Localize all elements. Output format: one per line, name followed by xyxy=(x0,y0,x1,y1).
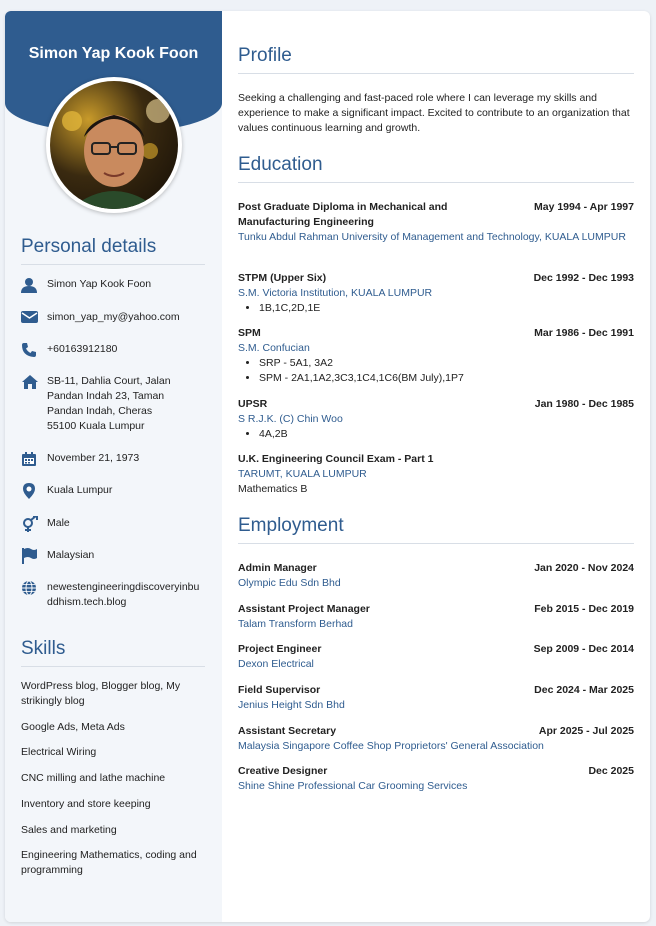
address-line: Pandan Indah, Cheras xyxy=(47,405,153,417)
candidate-name: Simon Yap Kook Foon xyxy=(28,45,199,62)
envelope-icon xyxy=(21,310,39,326)
entry-institution: S.M. Victoria Institution, KUALA LUMPUR xyxy=(238,287,433,299)
education-entry xyxy=(238,200,634,245)
personal-phone[interactable]: +60163912180 xyxy=(47,343,118,355)
entry-company: Jenius Height Sdn Bhd xyxy=(238,699,345,711)
education-entry xyxy=(238,271,634,316)
list-item: • SPM - 2A1,1A2,3C3,1C4,1C6(BM July),1P7 xyxy=(259,371,634,386)
entry-date: Dec 2024 - Mar 2025 xyxy=(534,684,634,696)
address-line: SB-11, Dahlia Court, Jalan xyxy=(47,375,171,387)
entry-date: Apr 2025 - Jul 2025 xyxy=(538,725,634,737)
employment-heading: Employment xyxy=(238,515,634,544)
personal-details-heading: Personal details xyxy=(21,236,205,265)
employment-entry xyxy=(238,561,634,591)
entry-note: Mathematics B xyxy=(238,483,308,495)
gender-icon xyxy=(21,516,39,532)
entry-institution: S.M. Confucian xyxy=(238,342,310,354)
personal-place: Kuala Lumpur xyxy=(47,484,113,496)
avatar xyxy=(46,77,182,213)
entry-institution: S R.J.K. (C) Chin Woo xyxy=(238,413,343,425)
personal-nationality: Malaysian xyxy=(47,549,95,561)
personal-address xyxy=(47,374,212,434)
list-item: • SRP - 5A1, 3A2 xyxy=(259,356,634,371)
skill-item: Google Ads, Meta Ads xyxy=(21,721,125,733)
profile-photo xyxy=(50,81,178,209)
home-icon xyxy=(21,374,39,390)
entry-title: UPSR xyxy=(238,398,268,410)
globe-icon xyxy=(21,580,39,596)
education-entry xyxy=(238,326,634,386)
employment-entry xyxy=(238,642,634,672)
list-item: • 1B,1C,2D,1E xyxy=(259,301,634,316)
entry-date: Dec 2025 xyxy=(588,765,634,777)
entry-institution: Tunku Abdul Rahman University of Management and Technology, KUALA LUMPUR xyxy=(238,231,626,243)
address-line: 55100 Kuala Lumpur xyxy=(47,420,145,432)
entry-title: Field Supervisor xyxy=(238,684,321,696)
personal-website[interactable] xyxy=(47,580,212,610)
entry-list xyxy=(238,427,634,442)
address-line: Pandan Indah 23, Taman xyxy=(47,390,165,402)
entry-date: Jan 1980 - Dec 1985 xyxy=(534,398,634,410)
entry-company: Dexon Electrical xyxy=(238,658,314,670)
entry-date: Jan 2020 - Nov 2024 xyxy=(534,562,634,574)
skill-item: Electrical Wiring xyxy=(21,746,97,758)
entry-date: Sep 2009 - Dec 2014 xyxy=(533,643,634,655)
entry-company: Malaysia Singapore Coffee Shop Proprietors' General Association xyxy=(238,740,544,752)
skill-item: WordPress blog, Blogger blog, My strikingly blog xyxy=(21,680,181,707)
entry-title: Assistant Secretary xyxy=(238,725,337,737)
skill-item: Inventory and store keeping xyxy=(21,798,151,810)
user-icon xyxy=(21,277,39,293)
education-entry xyxy=(238,397,634,442)
entry-date: Dec 1992 - Dec 1993 xyxy=(533,272,634,284)
list-item: • 4A,2B xyxy=(259,427,634,442)
flag-icon xyxy=(21,548,39,564)
entry-title: U.K. Engineering Council Exam - Part 1 xyxy=(238,453,434,465)
employment-entry xyxy=(238,602,634,632)
entry-title: SPM xyxy=(238,327,261,339)
entry-list xyxy=(238,356,634,386)
personal-gender: Male xyxy=(47,517,70,529)
sidebar xyxy=(5,11,222,922)
entry-date: May 1994 - Apr 1997 xyxy=(533,201,634,213)
profile-text: Seeking a challenging and fast-paced role where I can leverage my skills and experience to make a significant impact. Excited to contribute to an organization that values continuous learning and growth. xyxy=(238,92,630,134)
entry-date: Feb 2015 - Dec 2019 xyxy=(534,603,634,615)
skills-heading: Skills xyxy=(21,638,205,667)
entry-company: Olympic Edu Sdn Bhd xyxy=(238,577,341,589)
website-line: newestengineeringdiscoveryinbu xyxy=(47,581,200,593)
entry-institution: TARUMT, KUALA LUMPUR xyxy=(238,468,367,480)
resume-card xyxy=(5,11,650,922)
entry-date: Mar 1986 - Dec 1991 xyxy=(534,327,634,339)
profile-heading: Profile xyxy=(238,45,634,74)
entry-title: Assistant Project Manager xyxy=(238,603,370,615)
employment-entry xyxy=(238,764,634,794)
calendar-icon xyxy=(21,451,39,467)
skill-item: Engineering Mathematics, coding and programming xyxy=(21,849,197,876)
website-line: ddhism.tech.blog xyxy=(47,596,127,608)
skill-item: CNC milling and lathe machine xyxy=(21,772,166,784)
entry-title: Admin Manager xyxy=(238,562,317,574)
entry-title: Creative Designer xyxy=(238,765,328,777)
personal-birthdate: November 21, 1973 xyxy=(47,452,140,464)
entry-title: Post Graduate Diploma in Mechanical and Manufacturing Engineering xyxy=(238,201,448,228)
map-pin-icon xyxy=(21,483,39,499)
education-entry xyxy=(238,452,634,497)
education-heading: Education xyxy=(238,154,634,183)
entry-company: Shine Shine Professional Car Grooming Services xyxy=(238,780,468,792)
entry-company: Talam Transform Berhad xyxy=(238,618,353,630)
phone-icon xyxy=(21,342,39,358)
entry-title: Project Engineer xyxy=(238,643,322,655)
entry-list xyxy=(238,301,634,316)
employment-entry xyxy=(238,683,634,713)
personal-name: Simon Yap Kook Foon xyxy=(47,278,152,290)
personal-email[interactable]: simon_yap_my@yahoo.com xyxy=(47,311,180,323)
entry-title: STPM (Upper Six) xyxy=(238,272,327,284)
skill-item: Sales and marketing xyxy=(21,824,117,836)
employment-entry xyxy=(238,724,634,754)
